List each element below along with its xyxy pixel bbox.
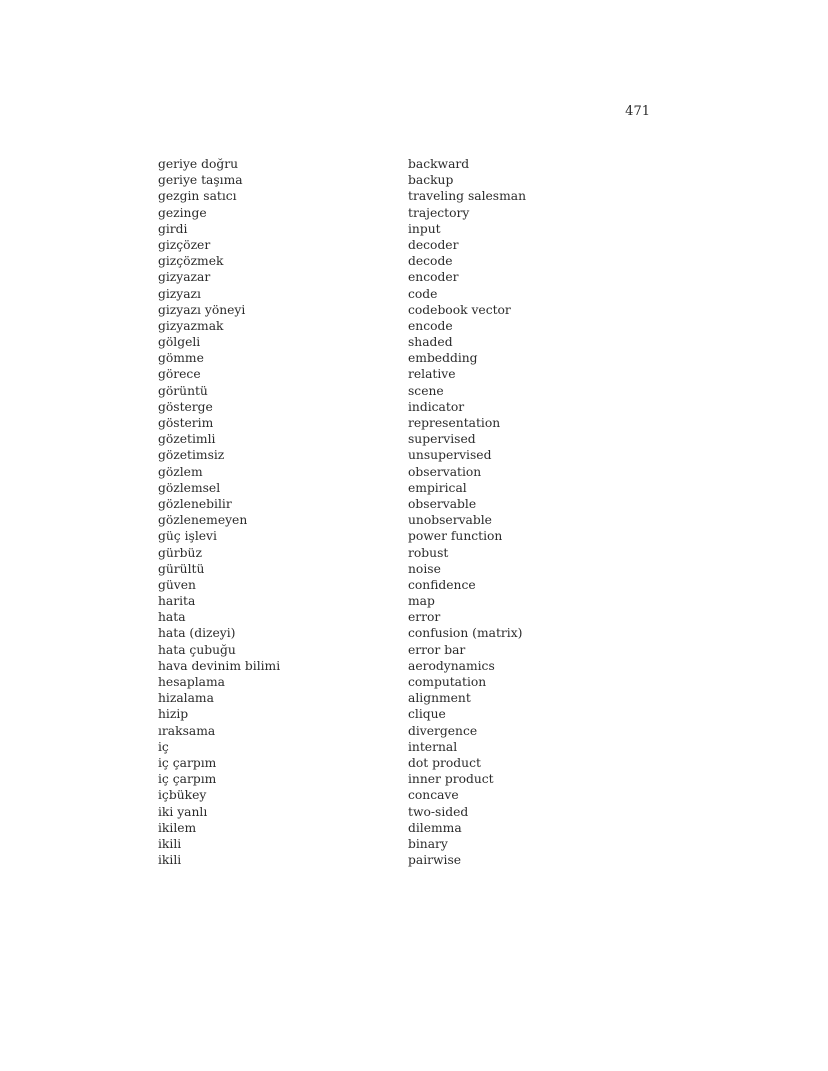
english-translation: indicator bbox=[408, 399, 465, 414]
glossary-entry bbox=[158, 188, 648, 204]
turkish-term: iç çarpım bbox=[158, 755, 217, 770]
english-translation: pairwise bbox=[408, 853, 462, 868]
english-translation: observable bbox=[408, 496, 477, 511]
glossary-entry bbox=[158, 269, 648, 285]
glossary-entry bbox=[158, 172, 648, 188]
glossary-entry bbox=[158, 205, 648, 221]
glossary-entry bbox=[158, 431, 648, 447]
english-translation: divergence bbox=[408, 723, 478, 738]
glossary-entry bbox=[158, 496, 648, 512]
glossary-entry bbox=[158, 253, 648, 269]
english-translation: traveling salesman bbox=[408, 189, 527, 204]
glossary-entry bbox=[158, 739, 648, 755]
glossary-entry bbox=[158, 447, 648, 463]
glossary-entry bbox=[158, 593, 648, 609]
turkish-term: gizyazmak bbox=[158, 318, 224, 333]
glossary-entry bbox=[158, 383, 648, 399]
turkish-term: içbükey bbox=[158, 788, 207, 803]
turkish-term: görüntü bbox=[158, 383, 208, 398]
english-translation: codebook vector bbox=[408, 302, 511, 317]
turkish-term: gözlemsel bbox=[158, 480, 221, 495]
turkish-term: iki yanlı bbox=[158, 804, 208, 819]
glossary-entry bbox=[158, 642, 648, 658]
glossary-entry bbox=[158, 366, 648, 382]
glossary-entry bbox=[158, 674, 648, 690]
turkish-term: gizyazı bbox=[158, 286, 201, 301]
turkish-term: gösterim bbox=[158, 416, 214, 430]
english-translation: internal bbox=[408, 739, 458, 754]
turkish-term: güven bbox=[158, 577, 196, 592]
english-translation: trajectory bbox=[408, 205, 470, 220]
glossary-entry bbox=[158, 512, 648, 528]
english-translation: relative bbox=[408, 367, 456, 382]
turkish-term: gizçözmek bbox=[158, 254, 224, 269]
english-translation: alignment bbox=[408, 691, 471, 706]
glossary-entry bbox=[158, 318, 648, 334]
english-translation: aerodynamics bbox=[408, 658, 495, 673]
turkish-term: girdi bbox=[158, 221, 188, 236]
glossary-entry bbox=[158, 820, 648, 836]
english-translation: encode bbox=[408, 318, 453, 333]
english-translation: map bbox=[408, 594, 435, 609]
english-translation: unsupervised bbox=[408, 448, 492, 463]
turkish-term: ıraksama bbox=[158, 723, 216, 738]
glossary-entry bbox=[158, 836, 648, 852]
turkish-term: hata (dizeyi) bbox=[158, 626, 236, 641]
glossary-entry bbox=[158, 690, 648, 706]
english-translation: observation bbox=[408, 464, 482, 479]
english-translation: computation bbox=[408, 675, 487, 689]
glossary-list bbox=[158, 156, 648, 868]
turkish-term: güç işlevi bbox=[158, 529, 217, 544]
glossary-entry bbox=[158, 334, 648, 350]
turkish-term: hizip bbox=[158, 707, 189, 722]
glossary-entry bbox=[158, 852, 648, 868]
english-translation: scene bbox=[408, 383, 444, 398]
turkish-term: gözlenebilir bbox=[158, 496, 232, 511]
turkish-term: hava devinim bilimi bbox=[158, 658, 281, 673]
english-translation: input bbox=[408, 221, 441, 236]
page-number: 471 bbox=[625, 104, 650, 119]
glossary-entry bbox=[158, 577, 648, 593]
english-translation: concave bbox=[408, 788, 459, 803]
english-translation: empirical bbox=[408, 480, 467, 495]
turkish-term: geriye doğru bbox=[158, 157, 239, 171]
turkish-term: ikilem bbox=[158, 820, 197, 835]
glossary-entry bbox=[158, 350, 648, 366]
glossary-entry bbox=[158, 625, 648, 641]
turkish-term: hata çubuğu bbox=[158, 642, 236, 657]
turkish-term: gözetimsiz bbox=[158, 448, 225, 463]
turkish-term: gölgeli bbox=[158, 335, 201, 350]
english-translation: supervised bbox=[408, 432, 476, 447]
english-translation: encoder bbox=[408, 270, 459, 285]
turkish-term: gözetimli bbox=[158, 432, 216, 447]
glossary-entry bbox=[158, 706, 648, 722]
turkish-term: gizyazı yöneyi bbox=[158, 302, 246, 317]
glossary-entry bbox=[158, 609, 648, 625]
english-translation: unobservable bbox=[408, 513, 492, 528]
turkish-term: gömme bbox=[158, 351, 204, 366]
glossary-entry bbox=[158, 480, 648, 496]
english-translation: dilemma bbox=[408, 820, 462, 835]
glossary-entry bbox=[158, 804, 648, 820]
turkish-term: ikili bbox=[158, 853, 182, 868]
english-translation: two-sided bbox=[408, 804, 469, 819]
turkish-term: gözlem bbox=[158, 464, 203, 479]
english-translation: binary bbox=[408, 836, 448, 851]
english-translation: noise bbox=[408, 561, 441, 576]
turkish-term: gizçözer bbox=[158, 237, 211, 252]
turkish-term: gezgin satıcı bbox=[158, 189, 237, 204]
turkish-term: gözlenemeyen bbox=[158, 513, 248, 528]
glossary-entry bbox=[158, 221, 648, 237]
english-translation: embedding bbox=[408, 351, 478, 366]
turkish-term: görece bbox=[158, 367, 201, 382]
glossary-entry bbox=[158, 399, 648, 415]
turkish-term: gezinge bbox=[158, 205, 207, 220]
turkish-term: hesaplama bbox=[158, 675, 225, 689]
english-translation: representation bbox=[408, 416, 501, 430]
turkish-term: gürbüz bbox=[158, 545, 202, 560]
glossary-entry bbox=[158, 286, 648, 302]
glossary-entry bbox=[158, 658, 648, 674]
english-translation: shaded bbox=[408, 335, 453, 350]
turkish-term: geriye taşıma bbox=[158, 173, 243, 188]
glossary-entry bbox=[158, 771, 648, 787]
glossary-entry bbox=[158, 156, 648, 172]
english-translation: error bar bbox=[408, 642, 466, 657]
english-translation: decoder bbox=[408, 237, 459, 252]
glossary-entry bbox=[158, 302, 648, 318]
turkish-term: iç bbox=[158, 739, 169, 754]
english-translation: dot product bbox=[408, 755, 481, 770]
turkish-term: harita bbox=[158, 594, 196, 609]
glossary-entry bbox=[158, 237, 648, 253]
turkish-term: gürültü bbox=[158, 561, 205, 576]
turkish-term: hata bbox=[158, 610, 186, 625]
english-translation: code bbox=[408, 286, 438, 301]
english-translation: confusion (matrix) bbox=[408, 626, 523, 641]
english-translation: clique bbox=[408, 707, 446, 722]
glossary-entry bbox=[158, 415, 648, 431]
glossary-entry bbox=[158, 755, 648, 771]
glossary-entry bbox=[158, 723, 648, 739]
glossary-entry bbox=[158, 528, 648, 544]
english-translation: error bbox=[408, 610, 441, 625]
english-translation: decode bbox=[408, 254, 453, 269]
english-translation: robust bbox=[408, 545, 449, 560]
glossary-entry bbox=[158, 561, 648, 577]
english-translation: power function bbox=[408, 529, 503, 544]
english-translation: inner product bbox=[408, 772, 494, 787]
glossary-entry bbox=[158, 545, 648, 561]
turkish-term: hizalama bbox=[158, 691, 214, 706]
turkish-term: iç çarpım bbox=[158, 772, 217, 787]
turkish-term: ikili bbox=[158, 836, 182, 851]
turkish-term: gösterge bbox=[158, 399, 213, 414]
turkish-term: gizyazar bbox=[158, 270, 211, 285]
english-translation: backup bbox=[408, 173, 454, 188]
glossary-entry bbox=[158, 464, 648, 480]
english-translation: backward bbox=[408, 157, 470, 171]
glossary-entry bbox=[158, 787, 648, 803]
english-translation: confidence bbox=[408, 577, 476, 592]
